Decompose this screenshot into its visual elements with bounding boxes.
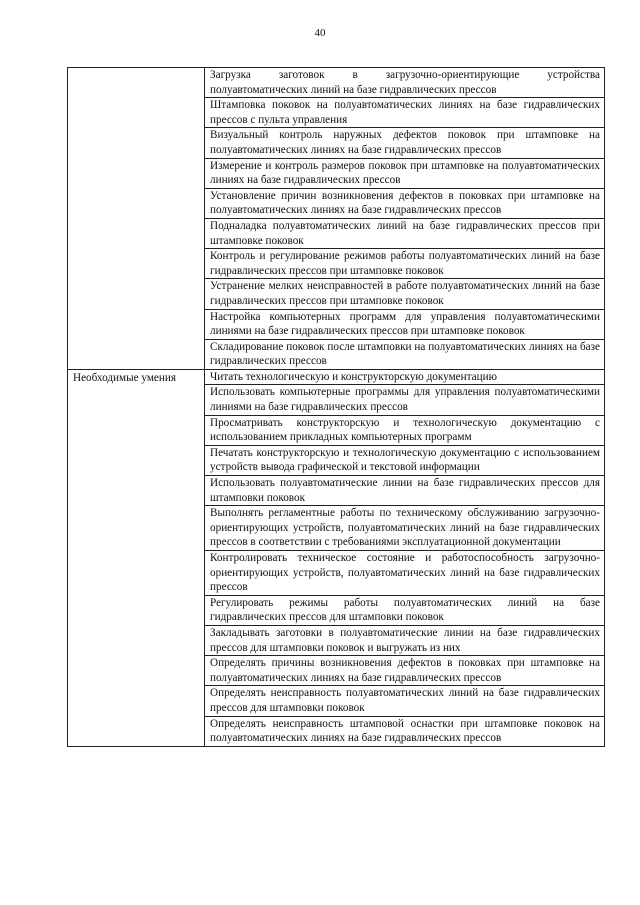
labor-action-text: Визуальный контроль наружных дефектов поковок при штамповке на полуавтоматических линиях на базе гидравлических прессов	[210, 129, 600, 156]
skill-text: Регулировать режимы работы полуавтоматических линий на базе гидравлических прессов для штамповки поковок	[210, 596, 600, 624]
skills-label: Необходимые умения	[73, 371, 176, 384]
skill-text: Использовать полуавтоматические линии на базе гидравлических прессов для штамповки поковок	[210, 477, 600, 504]
table-row	[68, 369, 605, 385]
skill-text: Определять причины возникновения дефектов в поковках при штамповке на полуавтоматических линиях на базе гидравлических прессов	[210, 657, 600, 684]
labor-action-text: Складирование поковок после штамповки на полуавтоматических линиях на базе гидравлических прессов	[210, 340, 600, 368]
table-cell	[205, 551, 605, 596]
table-cell	[205, 369, 605, 385]
table-cell	[205, 415, 605, 445]
table-cell	[205, 339, 605, 369]
skill-text: Определять неисправность штамповой оснастки при штамповке поковок на полуавтоматических линиях на базе гидравлических прессов	[210, 717, 600, 745]
labor-actions-label-cell	[68, 68, 205, 370]
labor-action-text: Контроль и регулирование режимов работы полуавтоматических линий на базе гидравлических прессов при штамповке поковок	[210, 250, 600, 277]
labor-action-text: Настройка компьютерных программ для управления полуавтоматическими линиями на базе гидравлических прессов при штамповке поковок	[210, 310, 600, 338]
skill-text: Печатать конструкторскую и технологическую документацию с использованием устройств вывода графической и текстовой информации	[210, 446, 600, 474]
requirements-table	[67, 67, 605, 747]
skill-text: Использовать компьютерные программы для управления полуавтоматическими линиями на базе гидравлических прессов	[210, 386, 600, 414]
table-cell	[205, 385, 605, 415]
labor-action-text: Измерение и контроль размеров поковок при штамповке на полуавтоматических линиях на базе гидравлических прессов	[210, 159, 600, 187]
labor-action-text: Установление причин возникновения дефектов в поковках при штамповке на полуавтоматических линиях на базе гидравлических прессов	[210, 189, 600, 217]
table-cell	[205, 625, 605, 655]
table-cell	[205, 279, 605, 309]
table-cell	[205, 98, 605, 128]
table-cell	[205, 595, 605, 625]
table-cell	[205, 656, 605, 686]
table-cell	[205, 686, 605, 716]
skill-text: Выполнять регламентные работы по техническому обслуживанию загрузочно-ориентирующих устройств, полуавтоматических линий на базе гидравлических прессов в соответствии с требованиями эксплуатационной документации	[210, 507, 600, 549]
table-cell	[205, 68, 605, 98]
skills-label-cell	[68, 369, 205, 746]
table-cell	[205, 445, 605, 475]
table-cell	[205, 249, 605, 279]
table-cell	[205, 506, 605, 551]
table-cell	[205, 218, 605, 248]
labor-action-text: Устранение мелких неисправностей в работе полуавтоматических линий на базе гидравлических прессов при штамповке поковок	[210, 280, 600, 307]
page-number: 40	[314, 27, 326, 39]
skill-text: Просматривать конструкторскую и технологическую документацию с использованием прикладных компьютерных программ	[210, 416, 600, 444]
table-cell	[205, 476, 605, 506]
skill-text: Читать технологическую и конструкторскую документацию	[210, 370, 497, 383]
table-cell	[205, 158, 605, 188]
table-cell	[205, 128, 605, 158]
labor-action-text: Подналадка полуавтоматических линий на базе гидравлических прессов при штамповке поковок	[210, 219, 600, 247]
table-cell	[205, 188, 605, 218]
labor-action-text: Загрузка заготовок в загрузочно-ориентирующие устройства полуавтоматических линий на базе гидравлических прессов	[210, 69, 600, 96]
skill-text: Определять неисправность полуавтоматических линий на базе гидравлических прессов для штамповки поковок	[210, 687, 600, 714]
table-cell	[205, 309, 605, 339]
labor-action-text: Штамповка поковок на полуавтоматических линиях на базе гидравлических прессов с пульта управления	[210, 99, 600, 126]
table-cell	[205, 716, 605, 746]
table-row	[68, 68, 605, 98]
skill-text: Закладывать заготовки в полуавтоматические линии на базе гидравлических прессов для штамповки поковок и выгружать из них	[210, 626, 600, 654]
skill-text: Контролировать техническое состояние и работоспособность загрузочно-ориентирующих устройств, полуавтоматических линий на базе гидравлических прессов	[210, 552, 600, 594]
